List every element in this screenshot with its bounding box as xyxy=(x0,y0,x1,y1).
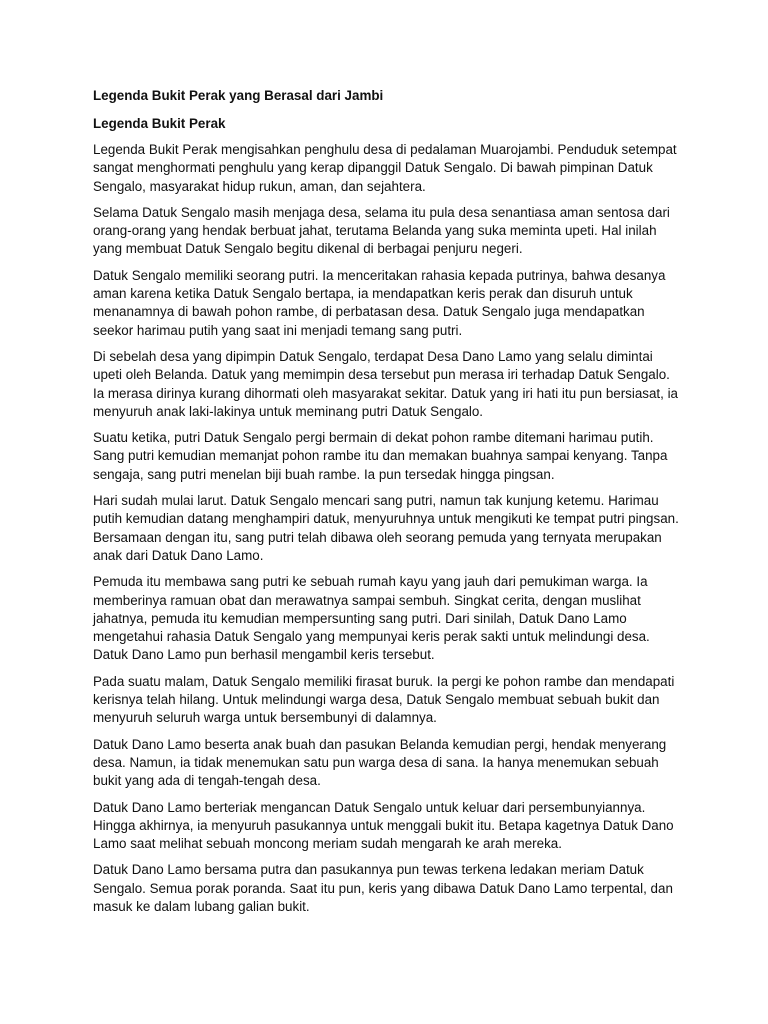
paragraph-5: Suatu ketika, putri Datuk Sengalo pergi bermain di dekat pohon rambe ditemani harimau putih. Sang putri kemudian memanjat pohon rambe itu dan memakan buahnya sampai kenyang. Tanpa sengaja, sang putri menelan biji buah rambe. Ia pun tersedak hingga pingsan. xyxy=(93,430,668,482)
paragraph-9: Datuk Dano Lamo beserta anak buah dan pasukan Belanda kemudian pergi, hendak menyerang desa. Namun, ia tidak menemukan satu pun warga desa di sana. Ia hanya menemukan sebuah bukit yang ada di tengah-tengah desa. xyxy=(93,736,667,789)
paragraph-3: Datuk Sengalo memiliki seorang putri. Ia menceritakan rahasia kepada putrinya, bahwa desanya aman karena ketika Datuk Sengalo bertapa, ia mendapatkan keris perak dan disuruh untuk menanamnya di bawah pohon rambe, di perbatasan desa. Datuk Sengalo juga mendapatkan seekor harimau putih yang saat ini menjadi temang sang putri. xyxy=(93,267,666,338)
document-title: Legenda Bukit Perak yang Berasal dari Jambi xyxy=(93,88,384,103)
document-body xyxy=(93,87,683,924)
paragraph-10: Datuk Dano Lamo berteriak mengancan Datuk Sengalo untuk keluar dari persembunyiannya. Hingga akhirnya, ia menyuruh pasukannya untuk menggali bukit itu. Betapa kagetnya Datuk Dano Lamo saat melihat sebuah moncong meriam sudah mengarah ke arah mereka. xyxy=(93,799,674,852)
paragraph-2: Selama Datuk Sengalo masih menjaga desa, selama itu pula desa senantiasa aman sentosa dari orang-orang yang hendak berbuat jahat, terutama Belanda yang suka meminta upeti. Hal inilah yang membuat Datuk Sengalo begitu dikenal di berbagai penjuru negeri. xyxy=(93,204,670,257)
paragraph-11: Datuk Dano Lamo bersama putra dan pasukannya pun tewas terkena ledakan meriam Datuk Sengalo. Semua porak poranda. Saat itu pun, keris yang dibawa Datuk Dano Lamo terpental, dan masuk ke dalam lubang galian bukit. xyxy=(93,862,673,914)
paragraph-4: Di sebelah desa yang dipimpin Datuk Sengalo, terdapat Desa Dano Lamo yang selalu dimintai upeti oleh Belanda. Datuk yang memimpin desa tersebut pun merasa iri terhadap Datuk Sengalo. Ia merasa dirinya kurang dihormati oleh masyarakat sekitar. Datuk yang iri hati itu pun bersiasat, ia menyuruh anak laki-lakinya untuk meminang putri Datuk Sengalo. xyxy=(93,348,679,419)
paragraph-7: Pemuda itu membawa sang putri ke sebuah rumah kayu yang jauh dari pemukiman warga. Ia memberinya ramuan obat dan merawatnya sampai sembuh. Singkat cerita, dengan muslihat jahatnya, pemuda itu kemudian mempersunting sang putri. Dari sinilah, Datuk Dano Lamo mengetahui rahasia Datuk Sengalo yang mempunyai keris perak sakti untuk melindungi desa. Datuk Dano Lamo pun berhasil mengambil keris tersebut. xyxy=(93,574,650,663)
paragraph-8: Pada suatu malam, Datuk Sengalo memiliki firasat buruk. Ia pergi ke pohon rambe dan mendapati kerisnya telah hilang. Untuk melindungi warga desa, Datuk Sengalo membuat sebuah bukit dan menyuruh seluruh warga untuk bersembunyi di dalamnya. xyxy=(93,673,675,726)
paragraph-6: Hari sudah mulai larut. Datuk Sengalo mencari sang putri, namun tak kunjung ketemu. Harimau putih kemudian datang menghampiri datuk, menyuruhnya untuk mengikuti ke tempat putri pingsan. Bersamaan dengan itu, sang putri telah dibawa oleh seorang pemuda yang ternyata merupakan anak dari Datuk Dano Lamo. xyxy=(93,493,679,563)
document-subtitle: Legenda Bukit Perak xyxy=(93,116,226,131)
paragraph-1: Legenda Bukit Perak mengisahkan penghulu desa di pedalaman Muarojambi. Penduduk setempat sangat menghormati penghulu yang kerap dipanggil Datuk Sengalo. Di bawah pimpinan Datuk Sengalo, masyarakat hidup rukun, aman, dan sejahtera. xyxy=(93,142,677,194)
